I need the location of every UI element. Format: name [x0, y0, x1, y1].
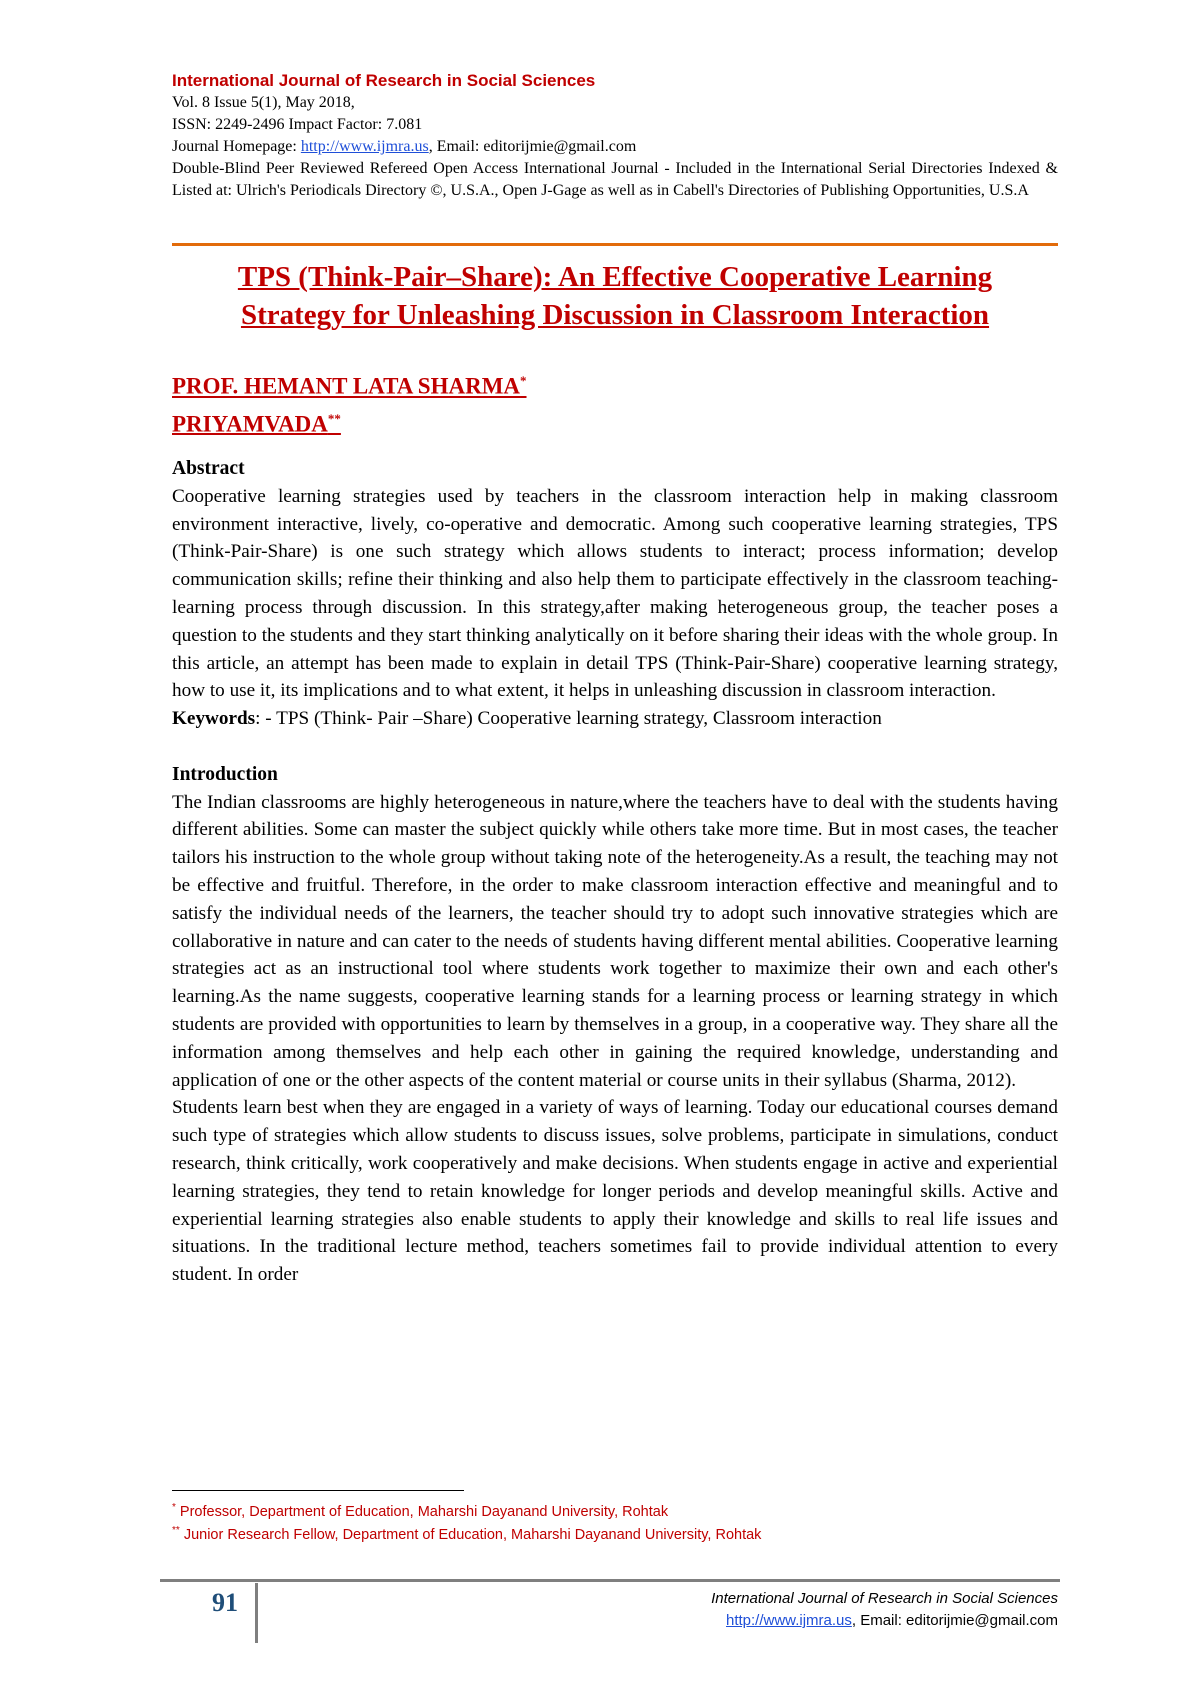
journal-header — [172, 70, 1058, 202]
journal-issn: ISSN: 2249-2496 Impact Factor: 7.081 — [172, 116, 423, 133]
journal-name: International Journal of Research in Social Sciences — [172, 71, 596, 90]
paper-title — [172, 258, 1058, 334]
footnote-1 — [172, 1498, 1058, 1522]
footnote-mark: * — [172, 1502, 176, 1513]
introduction-paragraph-1: The Indian classrooms are highly heterogeneous in nature,where the teachers have to deal with the students having different abilities. Some can master the subject quickly while others take more time. But in most cases, the teacher tailors his instruction to the whole group without taking note of the heterogeneity.As a result, the teaching may not be effective and fruitful. Therefore, in the order to make classroom interaction effective and meaningful and to satisfy the individual needs of the learners, the teacher should try to adopt such innovative strategies which are collaborative in nature and can cater to the needs of students having different mental abilities. Cooperative learning strategies act as an instructional tool where students work together to maximize their own and each other's learning.As the name suggests, cooperative learning stands for a learning process or learning strategy in which students are provided with opportunities to learn by themselves in a group, in a cooperative way. They share all the information among themselves and help each other in gaining the required knowledge, understanding and application of one or the other aspects of the content material or course units in their syllabus (Sharma, 2012). — [172, 791, 1058, 1091]
journal-volume: Vol. 8 Issue 5(1), May 2018, — [172, 94, 355, 111]
footer-journal-info — [711, 1588, 1058, 1632]
journal-indexing: Double-Blind Peer Reviewed Refereed Open Access International Journal - Included in the International Serial Directories Indexed & Listed at: Ulrich's Periodicals Directory ©, U.S.A., Open J-Gage as well as in Cabell's Directories of Publishing Opportunities, U.S.A — [172, 160, 1058, 199]
title-line-1: TPS (Think-Pair–Share): An Effective Cooperative Learning — [237, 261, 993, 293]
author-list — [172, 365, 527, 440]
homepage-link[interactable]: http://www.ijmra.us — [300, 138, 429, 155]
title-line-2: Strategy for Unleashing Discussion in Classroom Interaction — [240, 299, 990, 331]
keywords-label: Keywords — [172, 708, 256, 730]
introduction-heading: Introduction — [172, 763, 278, 785]
abstract-heading: Abstract — [172, 458, 245, 479]
keywords — [172, 705, 1058, 733]
footer-separator — [255, 1583, 258, 1643]
author-2 — [172, 403, 527, 441]
author-name: PRIYAMVADA — [172, 411, 328, 437]
author-name: PROF. HEMANT LATA SHARMA — [172, 373, 521, 399]
homepage-label: Journal Homepage: — [172, 138, 301, 155]
footnote-text: Professor, Department of Education, Maharshi Dayanand University, Rohtak — [175, 1503, 669, 1520]
footer-journal-name: International Journal of Research in Social Sciences — [711, 1590, 1058, 1607]
email-label: , Email: editorijmie@gmail.com — [428, 138, 637, 155]
footer-contact — [711, 1610, 1058, 1632]
author-mark: ** — [327, 410, 341, 426]
paper-body — [172, 455, 1058, 1289]
footnote-2 — [172, 1521, 1058, 1545]
page-number: 91 — [212, 1588, 238, 1617]
footer-email: , Email: editorijmie@gmail.com — [851, 1612, 1058, 1629]
journal-homepage — [172, 136, 1058, 158]
footnote-text: Junior Research Fellow, Department of Education, Maharshi Dayanand University, Rohtak — [179, 1526, 762, 1543]
author-1 — [172, 365, 527, 403]
keywords-text: : - TPS (Think- Pair –Share) Cooperative learning strategy, Classroom interaction — [255, 708, 882, 730]
header-divider — [172, 243, 1058, 246]
footer-divider — [160, 1579, 1060, 1582]
footnote-divider — [172, 1490, 464, 1491]
abstract-text: Cooperative learning strategies used by teachers in the classroom interaction help in making classroom environment interactive, lively, co-operative and democratic. Among such cooperative learning strategies, TPS (Think-Pair-Share) is one such strategy which allows students to interact; process information; develop communication skills; refine their thinking and also help them to participate effectively in the classroom teaching-learning process through discussion. In this strategy,after making heterogeneous group, the teacher poses a question to the students and they start thinking analytically on it before sharing their ideas with the whole group. In this article, an attempt has been made to explain in detail TPS (Think-Pair-Share) cooperative learning strategy, how to use it, its implications and to what extent, it helps in unleashing discussion in classroom interaction. — [172, 485, 1058, 702]
author-mark: * — [520, 373, 527, 388]
footnote-mark: ** — [172, 1525, 180, 1536]
footer-url-link[interactable]: http://www.ijmra.us — [726, 1612, 852, 1629]
introduction-paragraph-2: Students learn best when they are engaged in a variety of ways of learning. Today our educational courses demand such type of strategies which allow students to discuss issues, solve problems, participate in simulations, conduct research, think critically, work cooperatively and make decisions. When students engage in active and experiential learning strategies, they tend to retain knowledge for longer periods and develop meaningful skills. Active and experiential learning strategies also enable students to apply their knowledge and skills to real life issues and situations. In the traditional lecture method, teachers sometimes fail to provide individual attention to every student. In order — [172, 1097, 1058, 1286]
